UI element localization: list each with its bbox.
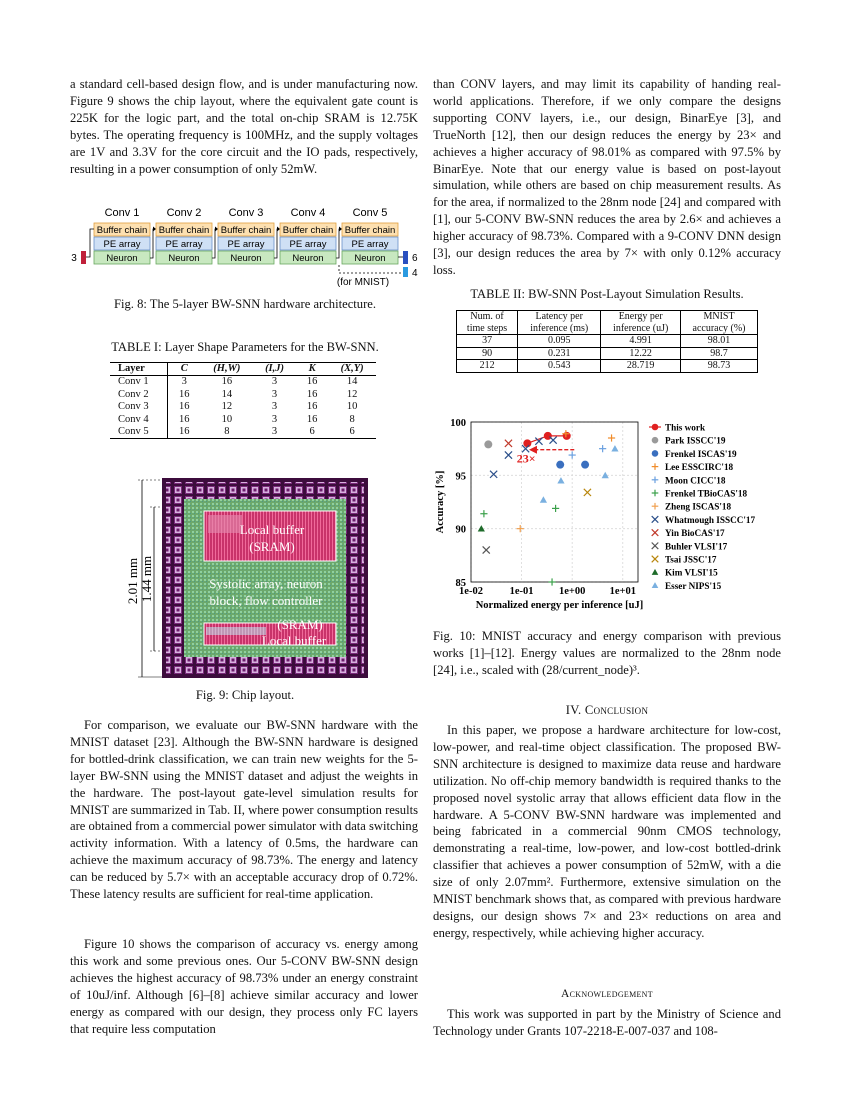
legend-label: This work bbox=[665, 422, 706, 433]
series-2 bbox=[556, 461, 589, 469]
table1-cell: 16 bbox=[306, 388, 318, 400]
legend-label: Whatmough ISSCC'17 bbox=[665, 514, 756, 525]
label-sram-bottom: (SRAM) bbox=[277, 617, 323, 632]
legend-marker bbox=[652, 569, 659, 575]
conclusion-title: IV. Conclusion bbox=[565, 703, 649, 717]
series-8 bbox=[505, 440, 512, 447]
table1-row bbox=[110, 414, 376, 426]
layer-connector bbox=[274, 229, 280, 258]
data-point bbox=[563, 432, 571, 440]
legend-entry bbox=[652, 475, 726, 485]
table2-cell: 212 bbox=[457, 360, 518, 373]
block-label: PE array bbox=[289, 239, 327, 250]
table1-cell: 16 bbox=[168, 426, 201, 439]
legend-entry bbox=[652, 528, 725, 538]
legend-entry bbox=[652, 555, 717, 565]
y-axis-label: Accuracy [%] bbox=[435, 470, 446, 534]
layer-title: Conv 5 bbox=[352, 207, 388, 219]
data-point bbox=[581, 461, 589, 469]
series-12 bbox=[540, 445, 619, 503]
block-label: Neuron bbox=[230, 253, 262, 264]
layer-title: Conv 4 bbox=[290, 207, 326, 219]
table2-cell: 0.543 bbox=[518, 360, 601, 373]
block-label: Neuron bbox=[168, 253, 200, 264]
table1-header: (X,Y) bbox=[328, 363, 376, 376]
layer-title: Conv 2 bbox=[166, 207, 202, 219]
table2-cell: 98.73 bbox=[681, 360, 758, 373]
table1-cell: 6 bbox=[296, 426, 328, 439]
data-point bbox=[608, 434, 615, 441]
table1-cell: 12 bbox=[346, 388, 358, 400]
legend-entry bbox=[652, 515, 756, 525]
ack-paragraph: This work was supported in part by the Ministry of Science and Technology under Grants 107-2218-E-007-037 and 108- bbox=[433, 1007, 781, 1038]
fig9-chip-layout bbox=[125, 475, 380, 685]
table1-caption: TABLE I: Layer Shape Parameters for the BW-SNN. bbox=[111, 340, 379, 354]
legend-label: Yin BioCAS'17 bbox=[665, 528, 725, 539]
legend-entry bbox=[652, 462, 734, 472]
data-point bbox=[484, 440, 492, 448]
table1-cell: 8 bbox=[201, 426, 254, 439]
table2-cell: 0.231 bbox=[518, 347, 601, 360]
table1-cell: 16 bbox=[306, 413, 318, 425]
fig9-caption: Fig. 9: Chip layout. bbox=[195, 688, 295, 702]
x-axis-label: Normalized energy per inference [uJ] bbox=[475, 600, 644, 611]
series-5 bbox=[480, 505, 559, 586]
table1-cell: Conv 1 bbox=[110, 376, 168, 389]
table1-cell: Conv 4 bbox=[110, 414, 168, 426]
block-label: Neuron bbox=[354, 253, 386, 264]
legend-marker bbox=[652, 463, 659, 470]
block-label: Buffer chain bbox=[344, 225, 396, 236]
block-label: Buffer chain bbox=[282, 225, 334, 236]
data-point bbox=[544, 432, 552, 440]
table1-cell: 16 bbox=[179, 388, 190, 400]
table1-cell: 16 bbox=[306, 376, 318, 388]
data-point bbox=[550, 437, 557, 444]
connector-arrow bbox=[277, 227, 280, 232]
mnist-output-bar bbox=[403, 267, 408, 277]
table1-cell: Conv 2 bbox=[110, 389, 168, 401]
legend-label: Frenkel TBioCAS'18 bbox=[665, 488, 748, 499]
data-point bbox=[557, 477, 564, 483]
fig10-caption: Fig. 10: MNIST accuracy and energy comparison with previous works [1]–[12]. Energy values are normalized to the 28nm node [24], i.e., scaled with (28/current_node)³. bbox=[433, 629, 781, 677]
table2-header: Energy per inference (uJ) bbox=[601, 311, 681, 335]
table1-row bbox=[110, 426, 376, 439]
legend-label: Tsai JSSC'17 bbox=[665, 554, 717, 565]
x-tick-label: 1e+00 bbox=[558, 586, 586, 597]
label-systolic-2: block, flow controller bbox=[209, 593, 323, 608]
table1-row bbox=[110, 401, 376, 413]
legend-marker bbox=[652, 582, 659, 588]
legend-label: Zheng ISCAS'18 bbox=[665, 501, 732, 512]
annotation-label: 23× bbox=[516, 451, 536, 466]
series-4 bbox=[569, 445, 607, 459]
table1-header: C bbox=[168, 363, 201, 376]
block-label: PE array bbox=[227, 239, 265, 250]
fig10-chart bbox=[433, 410, 783, 622]
output-label: 6 bbox=[412, 253, 418, 264]
label-sram-top: (SRAM) bbox=[249, 539, 295, 554]
legend-entry bbox=[652, 449, 737, 459]
legend-label: Buhler VLSI'17 bbox=[665, 541, 728, 552]
label-local-buffer-bottom: Local buffer bbox=[261, 633, 327, 648]
table1-cell: 3 bbox=[271, 388, 278, 400]
table1-cell: 6 bbox=[328, 426, 376, 439]
table1-cell: 3 bbox=[181, 376, 187, 388]
table1-cell: 3 bbox=[271, 413, 278, 425]
data-point bbox=[556, 461, 564, 469]
table2-header: MNIST accuracy (%) bbox=[681, 311, 758, 335]
block-label: Buffer chain bbox=[220, 225, 272, 236]
table1-cell: 14 bbox=[346, 376, 358, 388]
label-local-buffer-top: Local buffer bbox=[239, 522, 305, 537]
mnist-output-label: 4 bbox=[412, 268, 418, 279]
table1-cell: 12 bbox=[221, 401, 233, 413]
connector-arrow bbox=[153, 227, 156, 232]
y-tick-label: 85 bbox=[455, 578, 466, 589]
right-paragraph-1: than CONV layers, and may limit its capability of handing real-world applications. Therefore, if we only compare the designs supporting CONV layers, i.e., our design, BinarEye [3], and TrueNorth [12], then our design reduces the energy by 23× and achieves a higher accuracy of 98.01% as compared with 97.5% by BinarEye. Note that our energy value is based on post-layout simulation, while others are based on chip measurement results. As for the area, if normalized to the 28nm node [24] and compared with [1], our 5-CONV BW-SNN reduces the area by 2.6× and achieves a higher accuracy of 98.73%. Compared with a 9-CONV DNN design [3], our design reduces the area by 7× with only 0.12% accuracy loss. bbox=[433, 77, 781, 277]
mnist-note: (for MNIST) bbox=[336, 277, 390, 288]
connector-arrow bbox=[215, 227, 218, 232]
legend-label: Park ISSCC'19 bbox=[665, 435, 726, 446]
layer-connector bbox=[336, 229, 342, 258]
table1 bbox=[110, 362, 376, 439]
data-point bbox=[552, 505, 559, 512]
plot-frame bbox=[471, 422, 638, 582]
mnist-connector bbox=[339, 265, 403, 273]
block-label: Buffer chain bbox=[96, 225, 148, 236]
legend-entry bbox=[649, 423, 706, 433]
table2-header: Num. of time steps bbox=[457, 311, 518, 335]
legend-entry bbox=[652, 489, 748, 499]
dim-outer-label: 2.01 mm bbox=[125, 557, 140, 605]
legend-label: Esser NIPS'15 bbox=[665, 580, 722, 591]
table1-cell: 3 bbox=[253, 426, 296, 439]
block-label: PE array bbox=[351, 239, 389, 250]
layer-title: Conv 3 bbox=[228, 207, 264, 219]
legend-label: Lee ESSCIRC'18 bbox=[665, 462, 734, 473]
table2 bbox=[456, 310, 758, 373]
x-tick-label: 1e+01 bbox=[609, 586, 636, 597]
data-point bbox=[505, 451, 512, 458]
table1-cell: 8 bbox=[349, 413, 355, 425]
legend-marker bbox=[652, 516, 659, 523]
block-label: Buffer chain bbox=[158, 225, 210, 236]
table2-row bbox=[457, 335, 758, 348]
data-point bbox=[540, 496, 547, 502]
y-tick-label: 100 bbox=[450, 418, 466, 429]
legend-marker bbox=[652, 556, 659, 563]
table2-cell: 4.991 bbox=[601, 335, 681, 348]
legend-marker bbox=[652, 543, 659, 550]
ack-title: Acknowledgement bbox=[561, 988, 653, 1000]
legend-marker bbox=[652, 503, 659, 510]
legend-label: Frenkel ISCAS'19 bbox=[665, 448, 737, 459]
legend-label: Kim VLSI'15 bbox=[665, 567, 718, 578]
conclusion-paragraph: In this paper, we propose a hardware architecture for low-cost, low-power, and real-time object classification. The proposed BW-SNN architecture is designed to maximize data reuse and hardware utilization. No off-chip memory bandwidth is required thanks to the proposed novel systolic array that allows efficient data flow in the hardware. A 5-CONV BW-SNN hardware was implemented and being fabricated in a commercial 90nm CMOS technology, demonstrating a real-time, low-power, and low-cost bottled-drink classifier that achieves a power consumption of 52mW, with a die size of only 2.07mm². Furthermore, extensive simulation on the MNIST benchmark shows that, as compared with previous hardware designs, our design shows 7× and 23× reductions on area and energy, respectively, while achieving higher accuracy. bbox=[433, 723, 781, 940]
data-point bbox=[599, 445, 606, 452]
data-point bbox=[490, 471, 497, 478]
input-bar bbox=[81, 251, 86, 264]
table1-row bbox=[110, 389, 376, 401]
left-paragraph-2: For comparison, we evaluate our BW-SNN hardware with the MNIST dataset [23]. Although the BW-SNN hardware is designed for bottled-drink classification, we can train new weights for the 5-layer BW-SNN using the MNIST dataset and adjust the weights in the hardware. The post-layout gate-level simulation results for MNIST are summarized in Tab. II, where power consumption results are obtained from a commercial power simulator with data switching activity information. With a latency of 0.5ms, the hardware can achieve the maximum accuracy of 98.73%. The energy and latency can be reduced by 5.7× with an acceptable accuracy drop of 0.72%. These latency results are sufficient for real-time application. bbox=[70, 718, 418, 902]
fig8-architecture bbox=[70, 203, 420, 291]
x-tick-label: 1e-01 bbox=[509, 586, 534, 597]
table1-header: Layer bbox=[110, 363, 168, 376]
table2-cell: 98.01 bbox=[681, 335, 758, 348]
legend-marker bbox=[652, 529, 659, 536]
table1-cell: 16 bbox=[306, 401, 318, 413]
left-paragraph-1: a standard cell-based design flow, and is under manufacturing now. Figure 9 shows the chip layout, where the equivalent gate count is 225K for the logic part, and the total on-chip SRAM is 12.75K bytes. The operating frequency is 100MHz, and the supply voltages are 1V and 3.3V for the core circuit and the IO pads, respectively, resulting in a power consumption of only 52mW. bbox=[70, 77, 418, 176]
table1-header: (I,J) bbox=[253, 363, 296, 376]
table1-cell: Conv 5 bbox=[110, 426, 168, 439]
data-point bbox=[548, 578, 555, 585]
layer-connector bbox=[212, 229, 218, 258]
table1-cell: 16 bbox=[179, 401, 190, 413]
data-point bbox=[505, 440, 512, 447]
table1-row bbox=[110, 376, 376, 389]
y-tick-label: 90 bbox=[455, 524, 466, 536]
y-tick-label: 95 bbox=[455, 471, 466, 483]
table2-cell: 0.095 bbox=[518, 335, 601, 348]
series-10 bbox=[584, 489, 591, 496]
data-point bbox=[569, 451, 576, 458]
table2-row bbox=[457, 360, 758, 373]
data-point bbox=[584, 489, 591, 496]
legend-marker bbox=[652, 477, 659, 484]
series-1 bbox=[484, 440, 492, 448]
table1-header: (H,W) bbox=[201, 363, 254, 376]
legend-label: Moon CICC'18 bbox=[665, 475, 726, 486]
x-tick-label: 1e-02 bbox=[459, 586, 483, 597]
connector-arrow bbox=[339, 227, 342, 232]
table1-cell: 3 bbox=[271, 401, 278, 413]
series-9 bbox=[483, 546, 490, 553]
block-label: PE array bbox=[103, 239, 141, 250]
layer-title: Conv 1 bbox=[104, 207, 140, 219]
table2-cell: 90 bbox=[457, 347, 518, 360]
table2-row bbox=[457, 347, 758, 360]
legend-marker bbox=[652, 450, 659, 457]
table1-cell: 16 bbox=[221, 376, 233, 388]
legend-entry bbox=[652, 502, 732, 512]
table2-caption: TABLE II: BW-SNN Post-Layout Simulation Results. bbox=[470, 287, 744, 301]
dim-inner-label: 1.44 mm bbox=[139, 555, 154, 603]
table2-cell: 37 bbox=[457, 335, 518, 348]
table2-header: Latency per inference (ms) bbox=[518, 311, 601, 335]
block-label: Neuron bbox=[106, 253, 138, 264]
layer-connector bbox=[150, 229, 156, 258]
fig8-caption: Fig. 8: The 5-layer BW-SNN hardware architecture. bbox=[113, 297, 377, 311]
data-point bbox=[611, 445, 618, 451]
table1-header: K bbox=[296, 363, 328, 376]
block-label: Neuron bbox=[292, 253, 324, 264]
output-bar bbox=[403, 251, 408, 264]
table2-cell: 98.7 bbox=[681, 347, 758, 360]
legend-marker bbox=[652, 490, 659, 497]
legend-marker bbox=[652, 437, 659, 444]
legend-entry bbox=[652, 436, 726, 446]
input-connector bbox=[86, 229, 94, 257]
data-point bbox=[517, 525, 524, 532]
legend-marker bbox=[652, 424, 659, 431]
table1-cell: 14 bbox=[221, 388, 233, 400]
left-paragraph-3: Figure 10 shows the comparison of accuracy vs. energy among this work and some previous ones. Our 5-CONV BW-SNN design achieves the highest accuracy of 98.73% under an energy constraint of 10uJ/inf. Although [6]–[8] achieve similar accuracy and lower energy as compared with our design, they process only FC layers that require less computation bbox=[70, 937, 418, 1036]
table1-cell: 10 bbox=[346, 401, 358, 413]
table1-cell: 16 bbox=[179, 413, 190, 425]
table2-cell: 12.22 bbox=[601, 347, 681, 360]
legend-entry bbox=[652, 541, 728, 551]
series-6 bbox=[517, 525, 524, 532]
data-point bbox=[483, 546, 490, 553]
input-label: 3 bbox=[71, 253, 77, 264]
legend-entry bbox=[652, 581, 722, 591]
table1-cell: 3 bbox=[271, 376, 278, 388]
data-point bbox=[480, 510, 487, 517]
block-label: PE array bbox=[165, 239, 203, 250]
legend-entry bbox=[652, 568, 718, 578]
label-systolic-1: Systolic array, neuron bbox=[209, 576, 323, 591]
table1-cell: Conv 3 bbox=[110, 401, 168, 413]
table2-cell: 28.719 bbox=[601, 360, 681, 373]
table1-cell: 10 bbox=[221, 413, 233, 425]
